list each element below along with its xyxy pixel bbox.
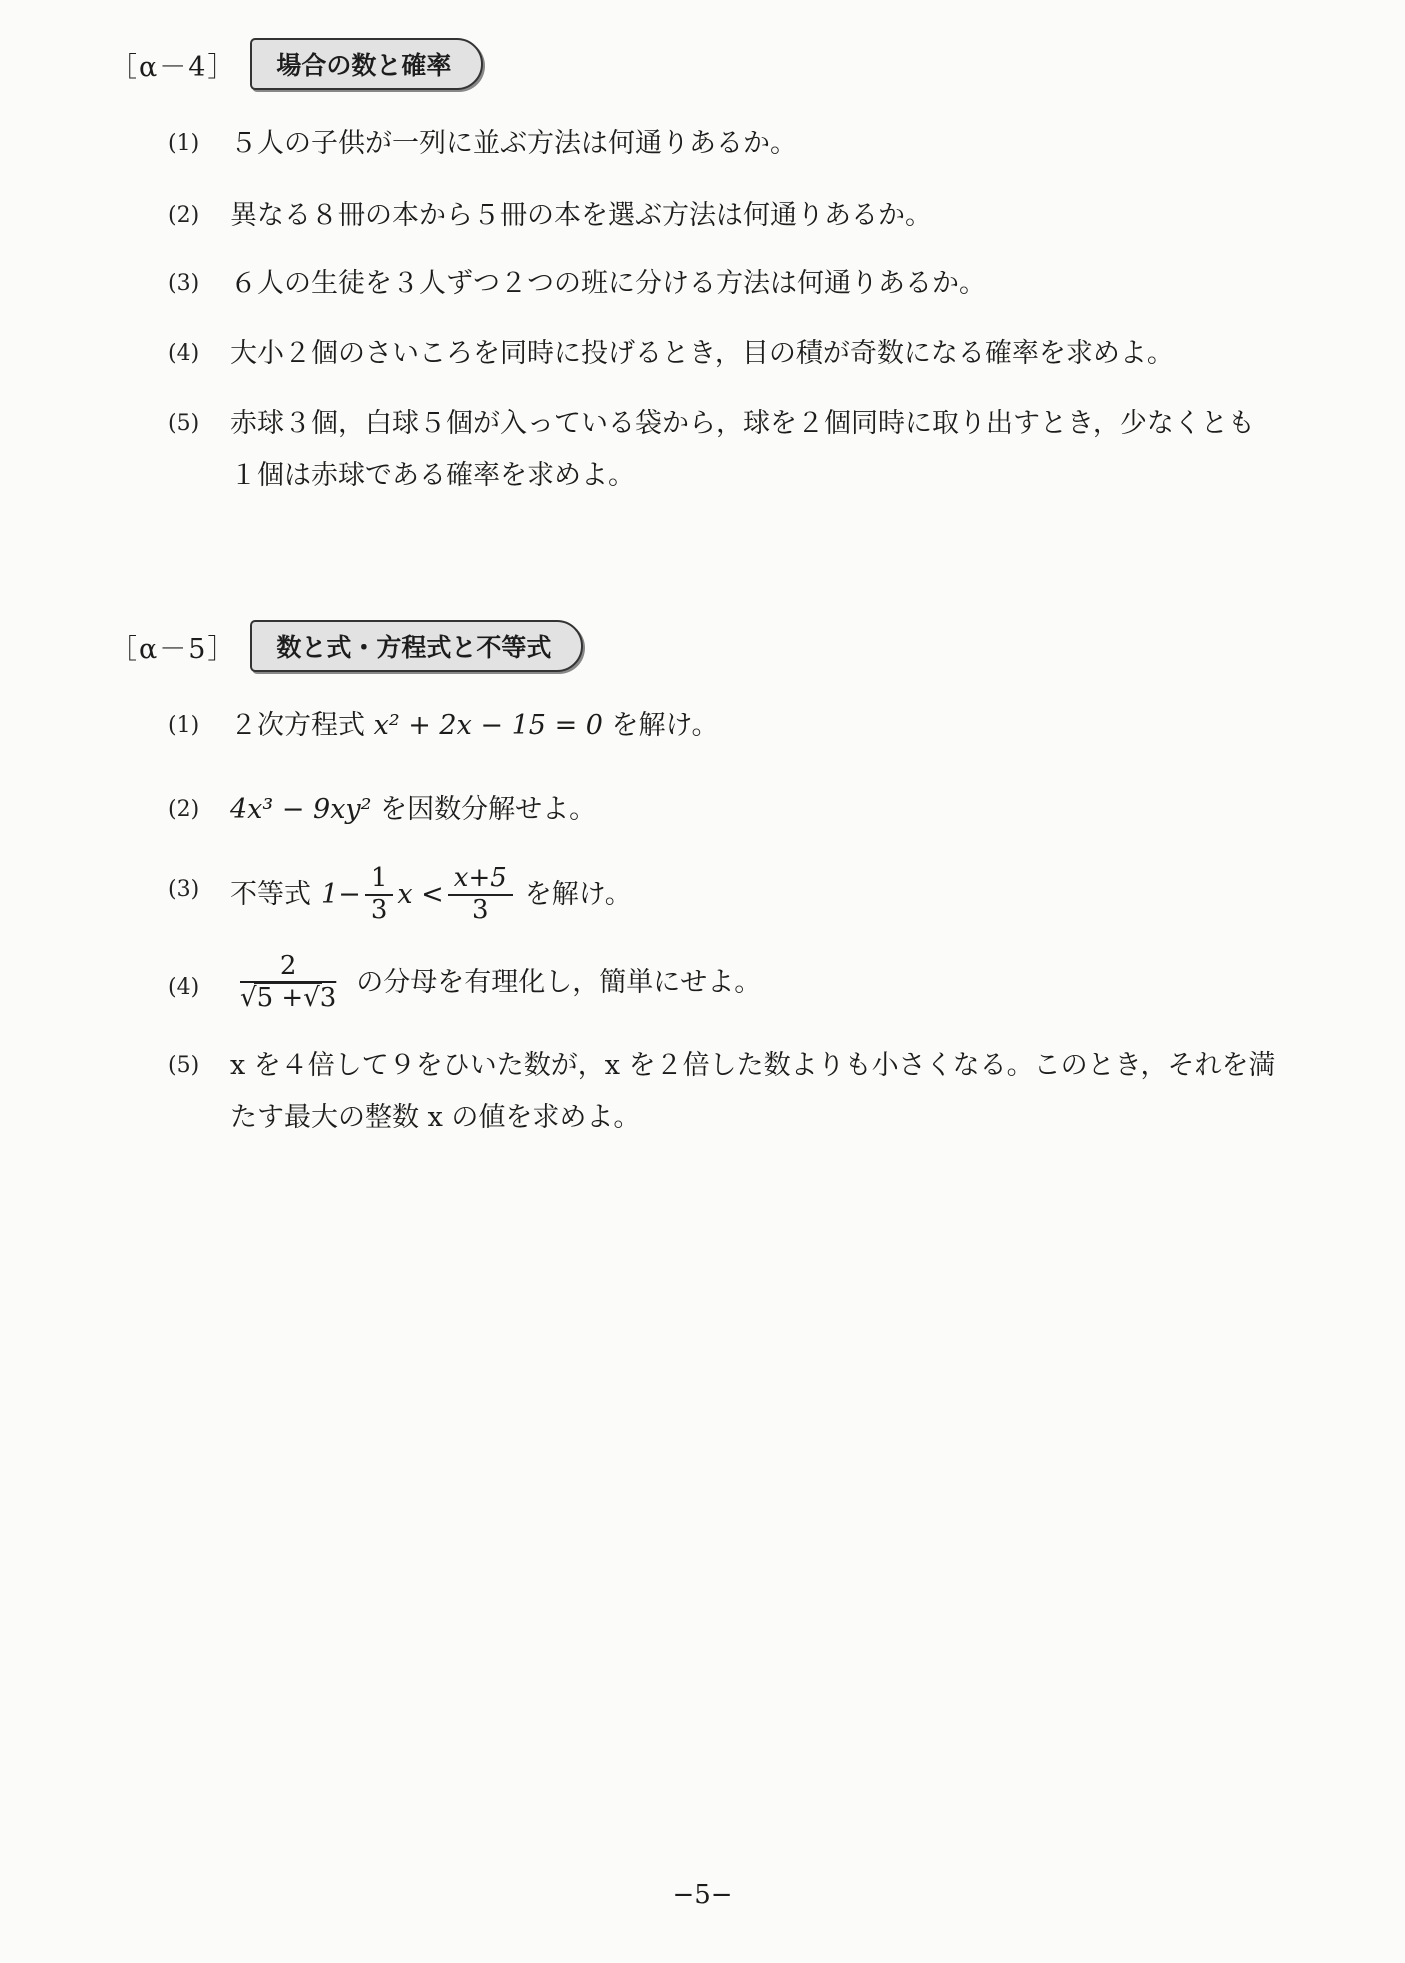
problem-pre: 不等式 (230, 878, 311, 910)
problem-text: ５人の子供が一列に並ぶ方法は何通りあるか。 (230, 128, 797, 159)
problem-number: (4) (168, 975, 200, 1000)
section-title: 場合の数と確率 (250, 38, 483, 90)
problem-text: 大小２個のさいころを同時に投げるとき，目の積が奇数になる確率を求めよ。 (230, 338, 1174, 369)
fraction: $\frac{2}{√5 +√3}$ (240, 951, 337, 1013)
section-title: 数と式・方程式と不等式 (250, 620, 583, 672)
problem-text: 不等式 1− $\frac{1}{3}$ x < $\frac{x+5}{3}$ を解け。 (230, 863, 632, 925)
problem-text: 異なる８冊の本から５冊の本を選ぶ方法は何通りあるか。 (230, 200, 932, 231)
fraction: $\frac{1}{3}$ (365, 864, 394, 926)
section-code: ［α－4］ (110, 51, 237, 83)
problem-number: (5) (168, 411, 200, 436)
section-header-alpha-4 (110, 38, 483, 90)
problem-number: (5) (168, 1053, 200, 1078)
problem-line: 赤球３個，白球５個が入っている袋から，球を２個同時に取り出すとき，少なくとも (230, 408, 1255, 439)
section-code: ［α－5］ (110, 633, 237, 665)
problem-text: ６人の生徒を３人ずつ２つの班に分ける方法は何通りあるか。 (230, 268, 986, 299)
problem-pre: ２次方程式 (230, 710, 365, 741)
section-header-alpha-5 (110, 620, 583, 672)
fraction: $\frac{x+5}{3}$ (448, 864, 513, 926)
problem-number: (2) (168, 203, 200, 228)
problem-text (230, 1040, 1320, 1144)
page-number: −5− (672, 1880, 733, 1910)
problem-post: を因数分解せよ。 (380, 794, 597, 825)
math-expression: x² + 2x − 15 = 0 (373, 710, 603, 741)
problem-number: (1) (168, 131, 200, 156)
problem-number: (2) (168, 797, 200, 822)
problem-number: (3) (168, 877, 200, 902)
problem-line: １個は赤球である確率を求めよ。 (230, 460, 635, 491)
problem-line: たす最大の整数 x の値を求めよ。 (230, 1102, 641, 1133)
problem-line: x を４倍して９をひいた数が，x を２倍した数よりも小さくなる。このとき，それを満 (230, 1050, 1276, 1081)
problem-number: (4) (168, 341, 200, 366)
problem-text (230, 398, 1320, 502)
problem-number: (1) (168, 713, 200, 738)
problem-post: を解け。 (524, 878, 632, 910)
problem-post: を解け。 (611, 710, 719, 741)
problem-text (230, 700, 1320, 752)
problem-text (230, 952, 1320, 1014)
problem-number: (3) (168, 271, 200, 296)
problem-text (230, 784, 1320, 836)
math-expression: 4x³ − 9xy² (230, 794, 372, 825)
problem-post: の分母を有理化し，簡単にせよ。 (356, 966, 762, 998)
